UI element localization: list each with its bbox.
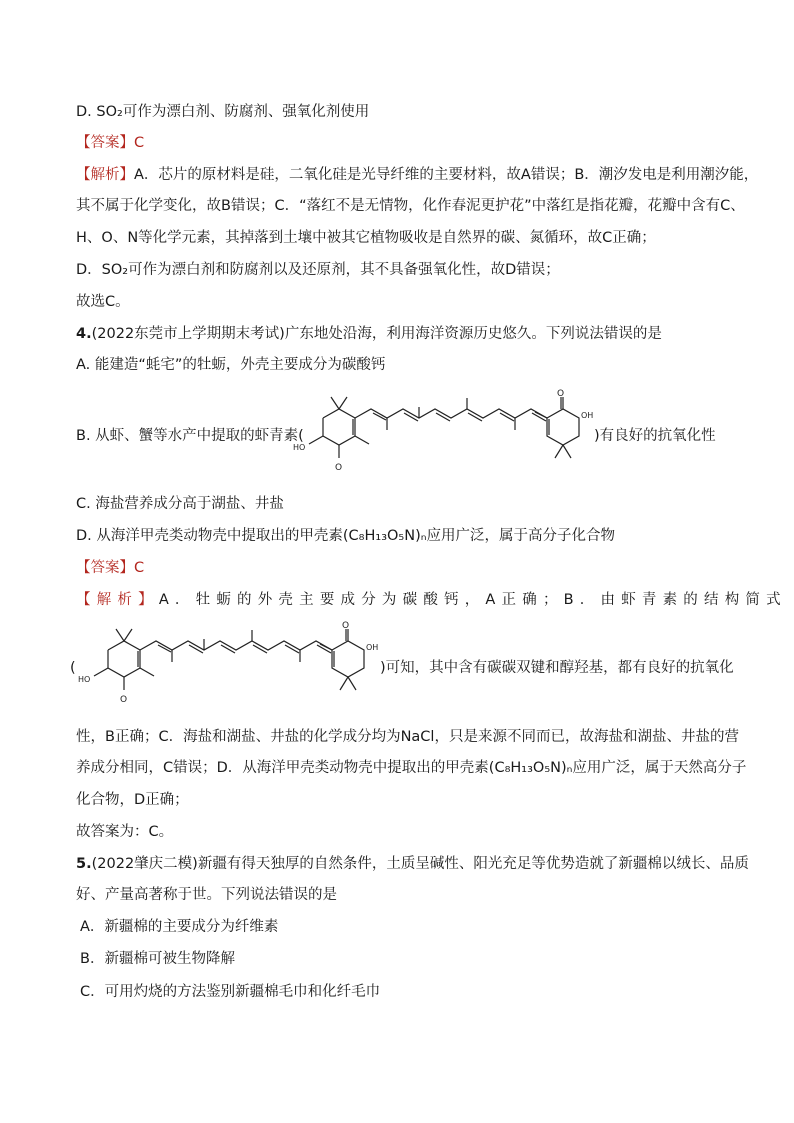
astaxanthin-structure-analysis-svg bbox=[74, 620, 378, 710]
q3-option-d: D. SO₂可作为漂白剂、防腐剂、强氧化剂使用 bbox=[76, 104, 370, 120]
q4-conclusion: 故答案为：C。 bbox=[76, 824, 174, 840]
analysis-label: 【解析】 bbox=[76, 167, 134, 183]
astaxanthin-structure-svg bbox=[289, 388, 593, 478]
question-number: 4. bbox=[76, 326, 92, 342]
analysis-label: 【解析】 bbox=[76, 592, 159, 608]
q3-analysis-line3: H、O、N等化学元素，其掉落到土壤中被其它植物吸收是自然界的碳、氮循环，故C正确； bbox=[76, 230, 656, 246]
oh-label: OH bbox=[366, 643, 378, 652]
q4-analysis-line4: 养成分相同，C错误；D．从海洋甲壳类动物壳中提取出的甲壳素(C₈H₁₃O₅N)ₙ应用广泛，属于天然高分子 bbox=[76, 760, 747, 776]
q4-option-a: A. 能建造“蚝宅”的牡蛎，外壳主要成分为碳酸钙 bbox=[76, 357, 386, 373]
q4-analysis-line1 bbox=[76, 590, 787, 610]
q5-option-a: A．新疆棉的主要成分为纤维素 bbox=[80, 919, 279, 935]
q3-analysis-line1 bbox=[76, 165, 759, 185]
question-stem: (2022肇庆二模)新疆有得天独厚的自然条件，土质呈碱性、阳光充足等优势造就了新疆棉以绒长、品质 bbox=[91, 856, 749, 872]
q3-analysis-line2: 其不属于化学变化，故B错误；C．“落红不是无情物，化作春泥更护花”中落红是指花瓣，花瓣中含有C、 bbox=[76, 198, 745, 214]
analysis-text: A．牡蛎的外壳主要成分为碳酸钙，A正确；B．由虾青素的结构简式 bbox=[158, 592, 787, 608]
q3-analysis-line4: D．SO₂可作为漂白剂和防腐剂以及还原剂，其不具备强氧化性，故D错误； bbox=[76, 262, 560, 278]
q4-analysis-mol-prefix: ( bbox=[70, 660, 76, 676]
question-stem: (2022东莞市上学期期末考试)广东地处沿海，利用海洋资源历史悠久。下列说法错误的是 bbox=[91, 326, 662, 342]
ho-label: HO bbox=[293, 443, 306, 452]
q4-option-b-prefix: B. 从虾、蟹等水产中提取的虾青素( bbox=[76, 428, 304, 444]
carbonyl-o-label-left: O bbox=[335, 463, 343, 473]
answer-value: C bbox=[134, 135, 145, 151]
q4-analysis-line5: 化合物，D正确； bbox=[76, 792, 189, 808]
analysis-text: A．芯片的原材料是硅，二氧化硅是光导纤维的主要材料，故A错误；B．潮汐发电是利用潮汐能， bbox=[134, 167, 759, 183]
q4-stem bbox=[76, 324, 730, 344]
q4-answer bbox=[76, 558, 730, 578]
question-number: 5. bbox=[76, 856, 92, 872]
astaxanthin-structure-analysis bbox=[74, 620, 378, 710]
astaxanthin-structure bbox=[289, 388, 593, 478]
q4-analysis-mol-suffix: )可知，其中含有碳碳双键和醇羟基，都有良好的抗氧化 bbox=[380, 660, 734, 676]
answer-label: 【答案】 bbox=[76, 135, 134, 151]
q4-option-c: C. 海盐营养成分高于湖盐、井盐 bbox=[76, 496, 284, 512]
carbonyl-o-label: O bbox=[557, 389, 565, 399]
carbonyl-o-label: O bbox=[342, 621, 350, 631]
q3-answer bbox=[76, 133, 730, 153]
q4-option-b-suffix: )有良好的抗氧化性 bbox=[594, 428, 716, 444]
q5-option-b: B．新疆棉可被生物降解 bbox=[80, 951, 235, 967]
q4-option-d: D. 从海洋甲壳类动物壳中提取出的甲壳素(C₈H₁₃O₅N)ₙ应用广泛，属于高分子化合物 bbox=[76, 528, 616, 544]
answer-label: 【答案】 bbox=[76, 560, 134, 576]
answer-value: C bbox=[134, 560, 145, 576]
q5-stem-line2: 好、产量高著称于世。下列说法错误的是 bbox=[76, 887, 337, 903]
q5-stem-line1 bbox=[76, 854, 749, 874]
oh-label: OH bbox=[581, 411, 593, 420]
ho-label: HO bbox=[78, 675, 91, 684]
q4-analysis-line3: 性，B正确；C．海盐和湖盐、井盐的化学成分均为NaCl，只是来源不同而已，故海盐和湖盐、井盐的营 bbox=[76, 729, 739, 745]
q3-conclusion: 故选C。 bbox=[76, 294, 130, 310]
carbonyl-o-label-left: O bbox=[120, 695, 128, 705]
q5-option-c: C．可用灼烧的方法鉴别新疆棉毛巾和化纤毛巾 bbox=[80, 984, 381, 1000]
